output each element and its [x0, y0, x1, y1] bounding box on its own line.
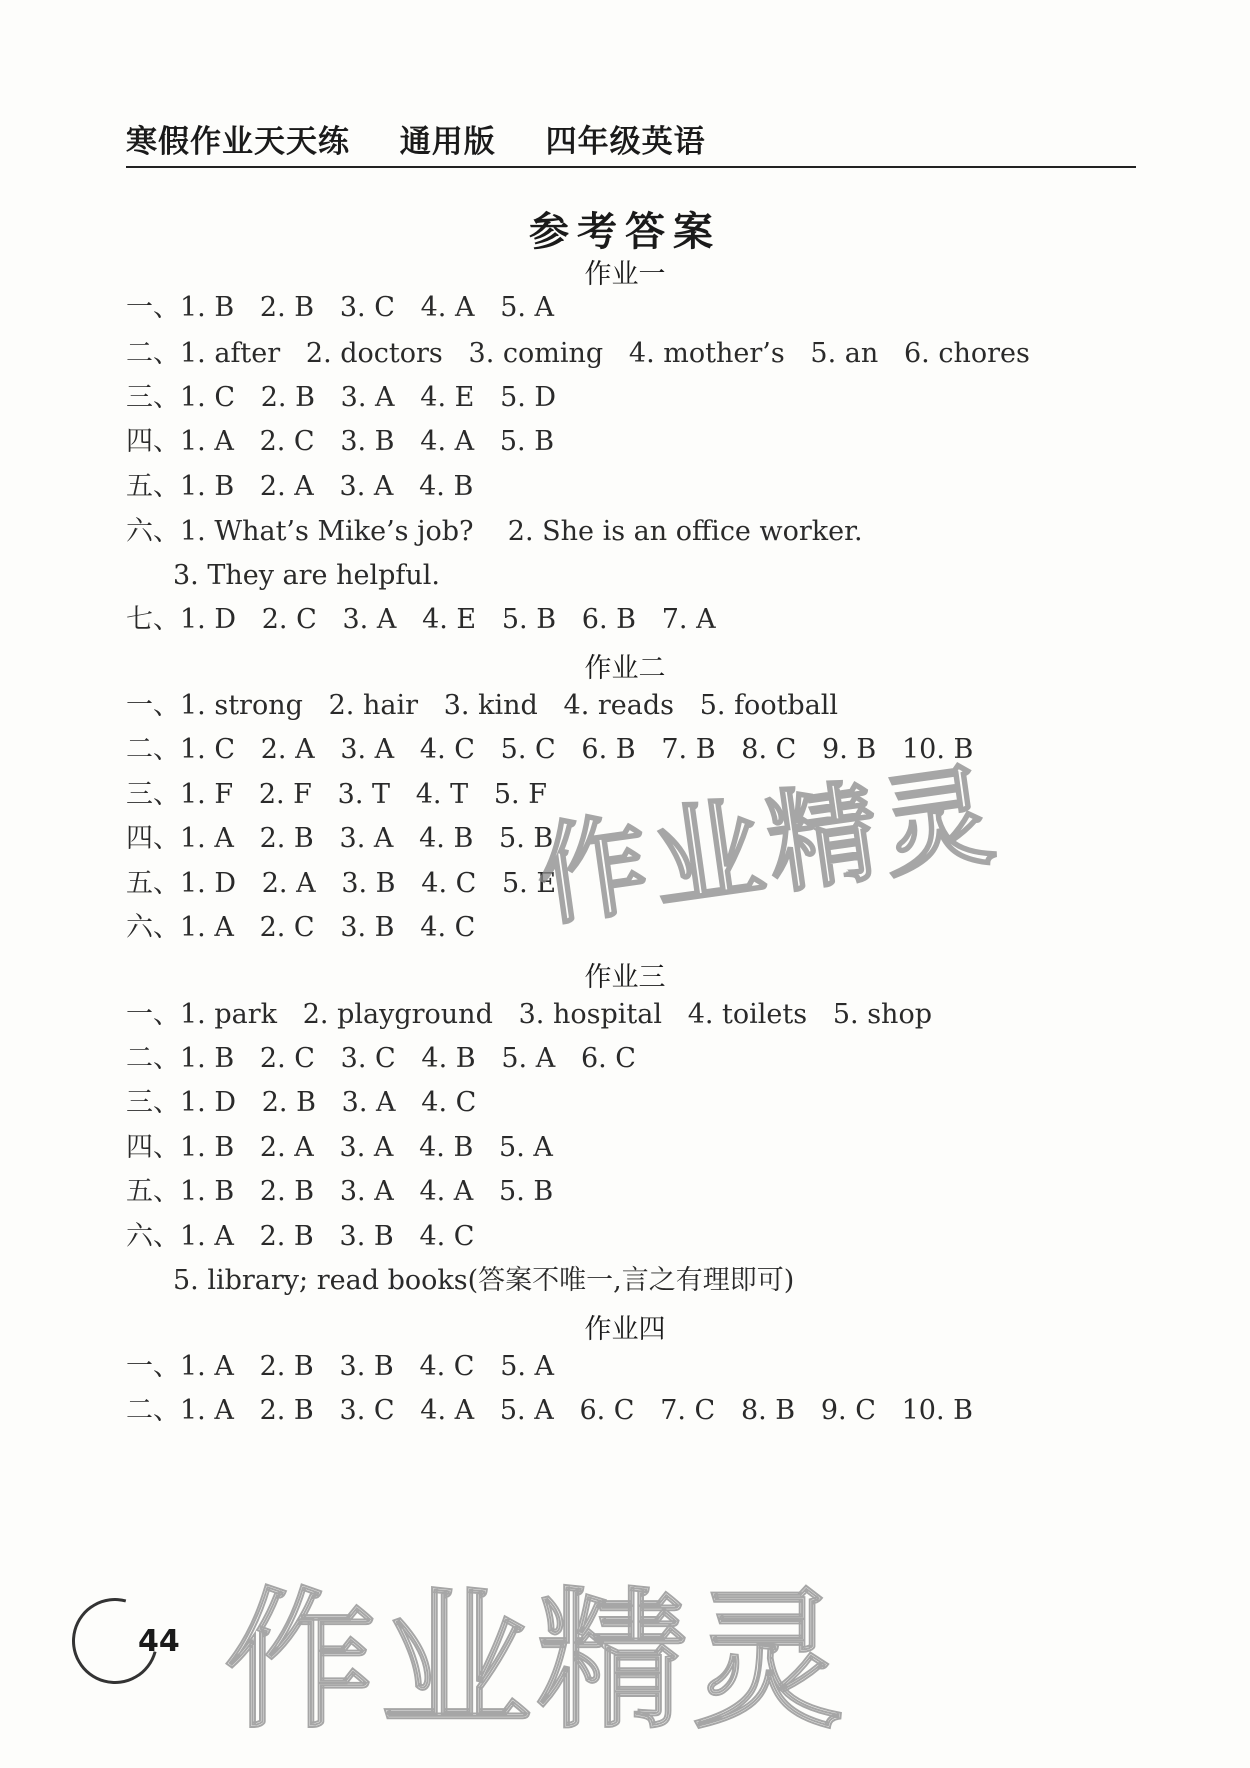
answer-line: 五、1. B 2. A 3. A 4. B	[126, 471, 474, 502]
answer-line: 四、1. A 2. C 3. B 4. A 5. B	[126, 426, 555, 457]
header-edition: 通用版	[399, 124, 496, 160]
answer-line: 四、1. B 2. A 3. A 4. B 5. A	[126, 1132, 553, 1163]
answer-line: 七、1. D 2. C 3. A 4. E 5. B 6. B 7. A	[126, 604, 716, 635]
header-rule	[126, 166, 1136, 168]
header-subject: 四年级英语	[545, 124, 706, 160]
answer-line: 三、1. F 2. F 3. T 4. T 5. F	[126, 779, 547, 810]
answer-line: 一、1. park 2. playground 3. hospital 4. toilets 5. shop	[126, 999, 932, 1030]
watermark: 作业精灵	[225, 1575, 850, 1749]
answer-line: 四、1. A 2. B 3. A 4. B 5. B	[126, 823, 554, 854]
answer-line: 二、1. B 2. C 3. C 4. B 5. A 6. C	[126, 1043, 636, 1074]
watermark: 作业精灵	[529, 750, 1007, 942]
answer-line: 二、1. A 2. B 3. C 4. A 5. A 6. C 7. C 8. B 9. C 10. B	[126, 1395, 973, 1426]
answer-line: 三、1. C 2. B 3. A 4. E 5. D	[126, 382, 557, 413]
answer-line: 五、1. D 2. A 3. B 4. C 5. E	[126, 868, 557, 899]
answer-line: 3. They are helpful.	[173, 560, 441, 591]
answer-line: 六、1. A 2. B 3. B 4. C	[126, 1221, 475, 1252]
answer-line: 二、1. after 2. doctors 3. coming 4. mother’s 5. an 6. chores	[126, 338, 1030, 369]
running-header	[126, 116, 744, 161]
section-title-3: 作业三	[584, 962, 666, 993]
answer-line: 一、1. A 2. B 3. B 4. C 5. A	[126, 1351, 555, 1382]
answer-line: 六、1. What’s Mike’s job? 2. She is an office worker.	[126, 516, 863, 547]
answer-line: 一、1. strong 2. hair 3. kind 4. reads 5. football	[126, 690, 839, 721]
answer-line: 5. library; read books(答案不唯一,言之有理即可)	[173, 1265, 795, 1296]
page-number-badge	[70, 1592, 180, 1682]
section-title-4: 作业四	[584, 1314, 666, 1345]
answer-line: 一、1. B 2. B 3. C 4. A 5. A	[126, 292, 555, 323]
page-number: 44	[138, 1624, 180, 1659]
section-title-1: 作业一	[584, 259, 666, 290]
section-title-2: 作业二	[584, 653, 666, 684]
header-book-title: 寒假作业天天练	[126, 124, 350, 160]
answer-line: 五、1. B 2. B 3. A 4. A 5. B	[126, 1176, 554, 1207]
page-title: 参考答案	[529, 208, 721, 255]
answer-line: 六、1. A 2. C 3. B 4. C	[126, 912, 476, 943]
answer-line: 二、1. C 2. A 3. A 4. C 5. C 6. B 7. B 8. C 9. B 10. B	[126, 734, 974, 765]
answer-line: 三、1. D 2. B 3. A 4. C	[126, 1087, 477, 1118]
